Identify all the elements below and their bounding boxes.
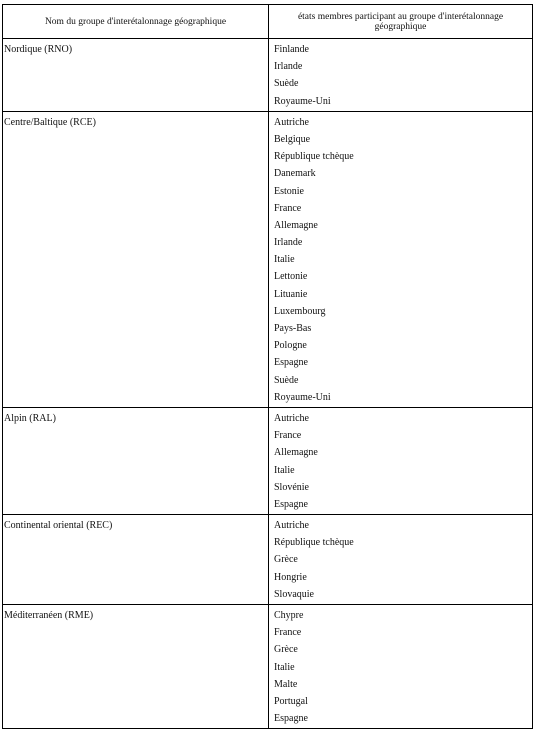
member-states-cell (269, 39, 533, 112)
member-state: Autriche (274, 116, 309, 128)
member-state: Belgique (274, 133, 311, 145)
member-states-cell (269, 605, 533, 729)
member-states-cell (269, 111, 533, 407)
group-name-cell (3, 407, 269, 514)
member-state: Autriche (274, 520, 309, 532)
member-state: Lettonie (274, 271, 308, 283)
member-state-list (269, 515, 532, 604)
group-name-cell (3, 39, 269, 112)
group-name: Méditerranéen (RME) (4, 610, 94, 621)
member-state: République tchèque (274, 537, 354, 549)
table-row (3, 605, 533, 729)
intercalibration-table (2, 4, 533, 729)
group-name-cell (3, 111, 269, 407)
group-name: Centre/Baltique (RCE) (4, 116, 96, 128)
table-header-row (3, 5, 533, 39)
member-state: Malte (274, 678, 298, 690)
member-state-list (269, 112, 532, 407)
member-state: Autriche (274, 412, 309, 424)
table-row (3, 39, 533, 112)
member-state: Danemark (274, 168, 316, 180)
member-state: Grèce (274, 644, 298, 656)
member-state: Italie (274, 464, 295, 476)
header-group-name: Nom du groupe d'interétalonnage géographique (3, 5, 269, 39)
member-state: Slovénie (274, 481, 309, 493)
group-name: Alpin (RAL) (4, 412, 56, 424)
member-state: Lituanie (274, 288, 308, 300)
header-member-states: états membres participant au groupe d'interétalonnage géographique (269, 5, 533, 39)
member-state: France (274, 627, 302, 639)
member-states-cell (269, 515, 533, 605)
member-state: Pays-Bas (274, 323, 312, 334)
member-state: République tchèque (274, 151, 354, 163)
table-row (3, 111, 533, 407)
member-state: Espagne (274, 713, 308, 725)
member-state: Royaume-Uni (274, 391, 331, 403)
member-state: Grèce (274, 554, 298, 566)
member-state: France (274, 430, 302, 442)
table-body (3, 39, 533, 729)
member-state: Finlande (274, 44, 309, 55)
member-state: Irlande (274, 61, 303, 73)
member-state-list (269, 605, 532, 728)
member-state: Irlande (274, 237, 303, 249)
member-state: Slovaquie (274, 588, 314, 600)
group-name: Nordique (RNO) (4, 44, 73, 55)
group-name-cell (3, 605, 269, 729)
member-state: Luxembourg (274, 305, 326, 317)
member-state: Italie (274, 254, 295, 266)
member-state: Chypre (274, 610, 304, 621)
member-state: Espagne (274, 498, 308, 510)
member-state-list (269, 408, 532, 514)
member-state: Italie (274, 661, 295, 673)
table-row (3, 407, 533, 514)
member-state: Estonie (274, 185, 304, 197)
member-state: Pologne (274, 340, 307, 352)
table-row (3, 515, 533, 605)
member-states-cell (269, 407, 533, 514)
member-state: France (274, 202, 302, 214)
member-state: Suède (274, 78, 299, 90)
member-state: Suède (274, 374, 299, 386)
member-state: Royaume-Uni (274, 95, 331, 107)
member-state-list (269, 39, 532, 111)
group-name: Continental oriental (REC) (4, 520, 113, 532)
member-state: Allemagne (274, 219, 318, 231)
member-state: Allemagne (274, 447, 318, 459)
group-name-cell (3, 515, 269, 605)
member-state: Espagne (274, 357, 308, 369)
member-state: Hongrie (274, 571, 307, 583)
member-state: Portugal (274, 695, 308, 707)
